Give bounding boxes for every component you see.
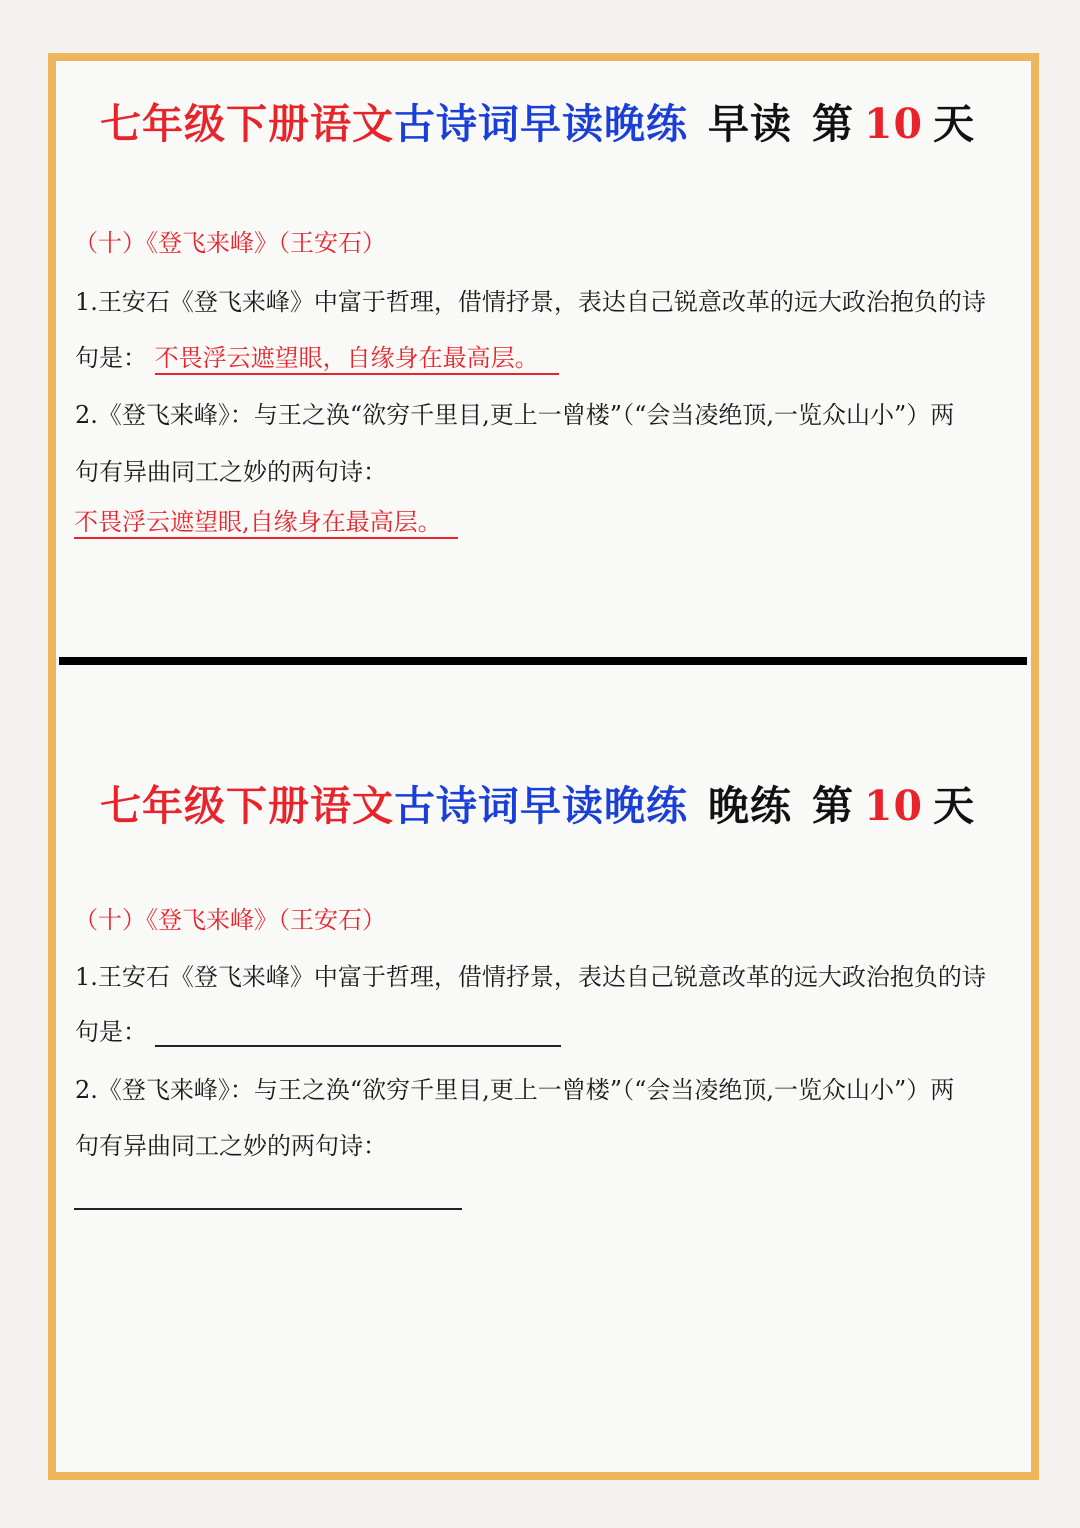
question-1-answer-row — [75, 338, 559, 375]
title-day-prefix: 第 — [812, 100, 854, 148]
question-2-answer: 不畏浮云遮望眼,自缘身在最高层。 — [74, 507, 458, 539]
title-mode: 早读 — [708, 100, 792, 148]
question-1-prefix: 句是： — [75, 1018, 147, 1046]
title-day-number: 10 — [864, 100, 924, 148]
title-subject: 古诗词早读晚练 — [394, 100, 688, 148]
question-1-prefix: 句是： — [75, 344, 147, 372]
title-day-number: 10 — [864, 782, 924, 830]
title-day-suffix: 天 — [933, 100, 976, 148]
title-day-suffix: 天 — [933, 782, 976, 830]
question-2-text: 2.《登飞来峰》：与王之涣“欲穷千里目,更上一曾楼”（“会当凌绝顶,一览众山小”）两 — [75, 401, 955, 429]
section-divider — [59, 657, 1027, 665]
question-1-blank[interactable] — [155, 1019, 561, 1047]
title-mode: 晚练 — [708, 782, 792, 830]
title-day-prefix: 第 — [812, 782, 854, 830]
title-grade: 七年级下册语文 — [100, 100, 394, 148]
question-2-blank[interactable] — [74, 1208, 462, 1210]
page-title — [100, 91, 1000, 150]
morning-reading-section — [56, 61, 1031, 657]
question-1-answer: 不畏浮云遮望眼，自缘身在最高层。 — [155, 343, 559, 375]
worksheet-frame — [48, 53, 1039, 1480]
title-subject: 古诗词早读晚练 — [394, 782, 688, 830]
page-title — [100, 773, 1000, 832]
poem-heading: （十）《登飞来峰》（王安石） — [74, 229, 386, 257]
question-1-text: 1.王安石《登飞来峰》中富于哲理，借情抒景，表达自己锐意改革的远大政治抱负的诗 — [75, 963, 986, 991]
question-2-text-cont: 句有异曲同工之妙的两句诗： — [75, 458, 387, 486]
poem-heading: （十）《登飞来峰》（王安石） — [74, 906, 386, 934]
question-1-text: 1.王安石《登飞来峰》中富于哲理，借情抒景，表达自己锐意改革的远大政治抱负的诗 — [75, 288, 986, 316]
question-2-text-cont: 句有异曲同工之妙的两句诗： — [75, 1132, 387, 1160]
title-grade: 七年级下册语文 — [100, 782, 394, 830]
question-1-answer-row — [75, 1012, 561, 1047]
question-2-text: 2.《登飞来峰》：与王之涣“欲穷千里目,更上一曾楼”（“会当凌绝顶,一览众山小”）两 — [75, 1076, 955, 1104]
evening-practice-section — [56, 670, 1031, 1472]
